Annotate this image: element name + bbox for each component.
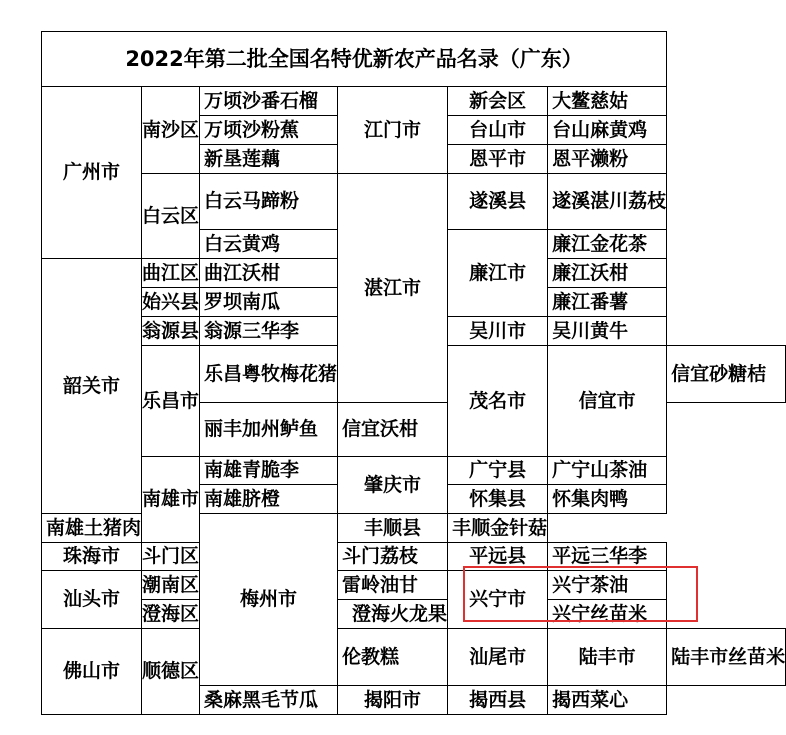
- product-right: 平远三华李: [548, 543, 667, 571]
- district-wuchuan: 吴川市: [448, 317, 548, 346]
- product-right: 廉江沃柑: [548, 259, 667, 288]
- product-right: 陆丰市丝苗米: [667, 629, 786, 686]
- district-baiyun: 白云区: [142, 174, 200, 259]
- district-xinyi: 信宜市: [548, 346, 667, 457]
- district-jiexi: 揭西县: [448, 686, 548, 715]
- district-enping: 恩平市: [448, 145, 548, 174]
- product-left: 万顷沙粉蕉: [200, 116, 338, 145]
- product-left: 澄海火龙果: [338, 600, 448, 629]
- district-xingning: 兴宁市: [448, 571, 548, 629]
- city-jiangmen: 江门市: [338, 87, 448, 174]
- district-chenghai: 澄海区: [142, 600, 200, 629]
- district-chaonan: 潮南区: [142, 571, 200, 600]
- city-shaoguan: 韶关市: [42, 259, 142, 514]
- product-left: 南雄青脆李: [200, 457, 338, 485]
- product-right: 广宁山茶油: [548, 457, 667, 485]
- district-huaiji: 怀集县: [448, 485, 548, 514]
- product-right: 怀集肉鸭: [548, 485, 667, 514]
- product-left: 桑麻黑毛节瓜: [200, 686, 338, 715]
- district-xinhui: 新会区: [448, 87, 548, 116]
- city-maoming: 茂名市: [448, 346, 548, 457]
- district-lechang: 乐昌市: [142, 346, 200, 457]
- district-lianjiang: 廉江市: [448, 230, 548, 317]
- product-left: 白云马蹄粉: [200, 174, 338, 230]
- city-zhanjiang: 湛江市: [338, 174, 448, 403]
- product-left: 南雄脐橙: [200, 485, 338, 514]
- district-fengshun: 丰顺县: [338, 514, 448, 543]
- district-nansha: 南沙区: [142, 87, 200, 174]
- district-pingyuan: 平远县: [448, 543, 548, 571]
- district-lufeng: 陆丰市: [548, 629, 667, 686]
- district-guangning: 广宁县: [448, 457, 548, 485]
- city-jieyang: 揭阳市: [338, 686, 448, 715]
- product-right: 廉江金花茶: [548, 230, 667, 259]
- city-meizhou: 梅州市: [200, 514, 338, 686]
- product-left: 伦教糕: [338, 629, 448, 686]
- city-zhaoqing: 肇庆市: [338, 457, 448, 514]
- product-left: 罗坝南瓜: [200, 288, 338, 317]
- product-right: 丰顺金针菇: [448, 514, 548, 543]
- product-left: 万顷沙番石榴: [200, 87, 338, 116]
- district-taishan: 台山市: [448, 116, 548, 145]
- product-left: 新垦莲藕: [200, 145, 338, 174]
- product-left: 乐昌粤牧梅花猪: [200, 346, 338, 403]
- city-zhuhai: 珠海市: [42, 543, 142, 571]
- product-right: 廉江番薯: [548, 288, 667, 317]
- product-left: 丽丰加州鲈鱼: [200, 403, 338, 457]
- product-right: 大鳌慈姑: [548, 87, 667, 116]
- district-suixi: 遂溪县: [448, 174, 548, 230]
- city-foshan: 佛山市: [42, 629, 142, 715]
- product-left: 南雄土猪肉: [42, 514, 142, 543]
- district-doumen: 斗门区: [142, 543, 200, 571]
- product-right: 兴宁茶油: [548, 571, 667, 600]
- product-right: 信宜沃柑: [338, 403, 448, 457]
- product-right: 台山麻黄鸡: [548, 116, 667, 145]
- highlight-box: [463, 566, 698, 622]
- district-nanxiong: 南雄市: [142, 457, 200, 543]
- district-shunde: 顺德区: [142, 629, 200, 715]
- product-left: 白云黄鸡: [200, 230, 338, 259]
- district-wengyuan: 翁源县: [142, 317, 200, 346]
- product-right: 遂溪湛川荔枝: [548, 174, 667, 230]
- city-guangzhou: 广州市: [42, 87, 142, 259]
- city-shantou: 汕头市: [42, 571, 142, 629]
- product-left: 曲江沃柑: [200, 259, 338, 288]
- product-left: 翁源三华李: [200, 317, 338, 346]
- district-qujiang: 曲江区: [142, 259, 200, 288]
- product-left: 斗门荔枝: [338, 543, 448, 571]
- product-left: 雷岭油甘: [338, 571, 448, 600]
- product-right: 揭西菜心: [548, 686, 667, 715]
- product-right: 恩平濑粉: [548, 145, 667, 174]
- city-shanwei: 汕尾市: [448, 629, 548, 686]
- district-shixing: 始兴县: [142, 288, 200, 317]
- product-right: 兴宁丝苗米: [548, 600, 667, 629]
- product-right: 吴川黄牛: [548, 317, 667, 346]
- product-right: 信宜砂糖桔: [667, 346, 786, 403]
- table-title: 2022年第二批全国名特优新农产品名录（广东）: [42, 32, 667, 87]
